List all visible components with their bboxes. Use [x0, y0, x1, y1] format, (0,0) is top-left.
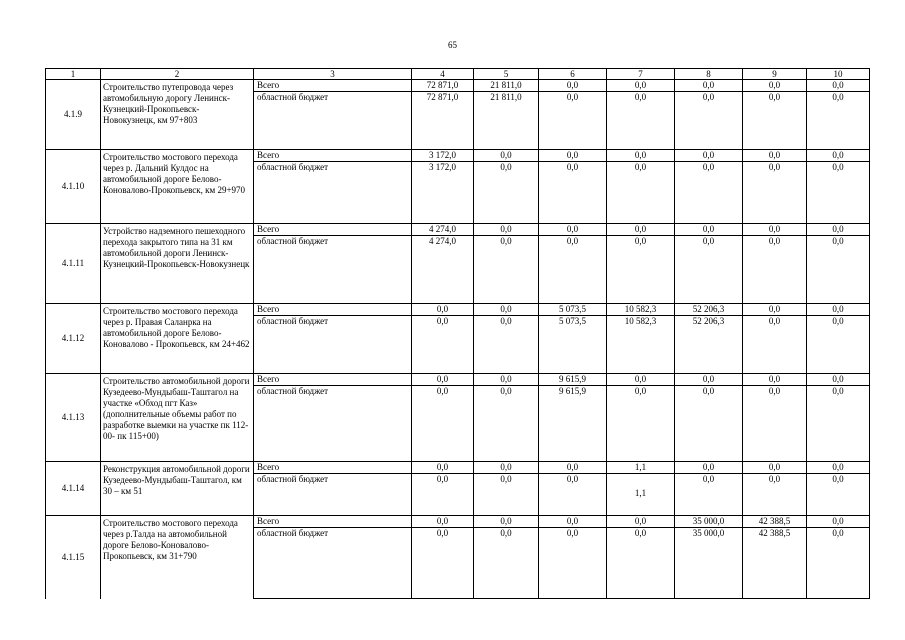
value-cell: 0,0	[675, 374, 743, 386]
value-cell: 0,0	[474, 304, 539, 316]
col-header: 7	[607, 69, 675, 80]
value-cell: 10 582,3	[607, 316, 675, 374]
value-cell: 0,0	[807, 150, 870, 162]
value-cell: 42 388,5	[743, 528, 807, 599]
value-cell: 0,0	[607, 386, 675, 462]
item-code: 4.1.10	[46, 150, 101, 224]
col-header: 6	[539, 69, 607, 80]
source-budget-label: областной бюджет	[254, 236, 412, 304]
source-budget-label: областной бюджет	[254, 528, 412, 599]
table-row	[46, 374, 870, 386]
col-header: 1	[46, 69, 101, 80]
value-cell: 0,0	[675, 386, 743, 462]
value-cell: 0,0	[743, 162, 807, 224]
value-cell: 42 388,5	[743, 516, 807, 528]
value-cell: 0,0	[607, 150, 675, 162]
value-cell: 4 274,0	[412, 236, 474, 304]
item-name: Строительство мостового перехода через р. Правая Саланрка на автомобильной дороге Белово-Коновалово - Прокопьевск, км 24+462	[101, 304, 254, 374]
source-budget-label: областной бюджет	[254, 386, 412, 462]
item-name: Реконструкция автомобильной дороги Кузедеево-Мундыбаш-Таштагол, км 30 – км 51	[101, 462, 254, 516]
value-cell: 0,0	[474, 316, 539, 374]
value-cell: 0,0	[539, 516, 607, 528]
value-cell: 0,0	[539, 474, 607, 516]
page-number: 65	[448, 40, 457, 50]
value-cell: 0,0	[474, 516, 539, 528]
value-cell: 0,0	[607, 374, 675, 386]
item-code: 4.1.15	[46, 516, 101, 599]
value-cell: 0,0	[743, 150, 807, 162]
value-cell: 0,0	[474, 386, 539, 462]
source-total-label: Всего	[254, 224, 412, 236]
value-cell: 0,0	[412, 316, 474, 374]
value-cell: 0,0	[807, 386, 870, 462]
value-cell: 0,0	[807, 80, 870, 92]
value-cell: 0,0	[412, 528, 474, 599]
value-cell: 72 871,0	[412, 80, 474, 92]
value-cell: 0,0	[675, 162, 743, 224]
item-name: Строительство автомобильной дороги Кузедеево-Мундыбаш-Таштагол на участке «Обход пгт Каз» (дополнительные объемы работ по разработке выемки на участке пк 112-00- пк 115+00)	[101, 374, 254, 462]
value-cell: 21 811,0	[474, 92, 539, 150]
value-cell: 0,0	[607, 528, 675, 599]
source-total-label: Всего	[254, 304, 412, 316]
item-code: 4.1.9	[46, 80, 101, 150]
value-cell: 21 811,0	[474, 80, 539, 92]
table-row	[46, 80, 870, 92]
value-cell: 0,0	[474, 236, 539, 304]
value-cell: 5 073,5	[539, 304, 607, 316]
table-row	[46, 304, 870, 316]
value-cell: 0,0	[743, 374, 807, 386]
value-cell: 1,1	[607, 462, 675, 474]
value-cell: 0,0	[675, 236, 743, 304]
value-cell: 0,0	[743, 474, 807, 516]
source-budget-label: областной бюджет	[254, 162, 412, 224]
value-cell: 0,0	[539, 162, 607, 224]
table-row	[46, 150, 870, 162]
value-cell: 9 615,9	[539, 374, 607, 386]
value-cell: 0,0	[539, 236, 607, 304]
value-cell: 0,0	[539, 528, 607, 599]
value-cell: 0,0	[474, 150, 539, 162]
col-header: 2	[101, 69, 254, 80]
value-cell: 0,0	[675, 150, 743, 162]
col-header: 8	[675, 69, 743, 80]
value-cell: 9 615,9	[539, 386, 607, 462]
item-name: Строительство путепровода через автомобильную дорогу Ленинск-Кузнецкий-Прокопьевск-Новокузнецк, км 97+803	[101, 80, 254, 150]
value-cell: 0,0	[743, 92, 807, 150]
table-row	[46, 462, 870, 474]
col-header: 10	[807, 69, 870, 80]
item-code: 4.1.14	[46, 462, 101, 516]
source-total-label: Всего	[254, 150, 412, 162]
value-cell: 0,0	[474, 474, 539, 516]
value-cell: 0,0	[412, 304, 474, 316]
value-cell: 4 274,0	[412, 224, 474, 236]
value-cell: 0,0	[607, 162, 675, 224]
value-cell: 0,0	[675, 224, 743, 236]
value-cell: 0,0	[607, 224, 675, 236]
value-cell: 0,0	[474, 374, 539, 386]
value-cell: 0,0	[607, 80, 675, 92]
value-cell: 0,0	[807, 516, 870, 528]
value-cell: 0,0	[743, 236, 807, 304]
source-total-label: Всего	[254, 462, 412, 474]
value-cell: 0,0	[807, 528, 870, 599]
value-cell: 0,0	[607, 92, 675, 150]
value-cell: 0,0	[743, 386, 807, 462]
col-header: 5	[474, 69, 539, 80]
col-header: 3	[254, 69, 412, 80]
item-code: 4.1.13	[46, 374, 101, 462]
value-cell: 0,0	[807, 162, 870, 224]
item-code: 4.1.12	[46, 304, 101, 374]
item-name: Устройство надземного пешеходного перехода закрытого типа на 31 км автомобильной дороги Ленинск-Кузнецкий-Прокопьевск-Новокузнецк	[101, 224, 254, 304]
value-cell: 0,0	[675, 80, 743, 92]
value-cell: 0,0	[607, 516, 675, 528]
value-cell: 0,0	[807, 92, 870, 150]
value-cell: 0,0	[412, 374, 474, 386]
source-budget-label: областной бюджет	[254, 92, 412, 150]
value-cell: 0,0	[743, 304, 807, 316]
source-total-label: Всего	[254, 516, 412, 528]
value-cell: 0,0	[807, 474, 870, 516]
value-cell: 0,0	[539, 92, 607, 150]
source-budget-label: областной бюджет	[254, 316, 412, 374]
value-cell: 35 000,0	[675, 528, 743, 599]
budget-table	[45, 68, 870, 599]
value-cell: 0,0	[807, 374, 870, 386]
item-name: Строительство мостового перехода через р.Талда на автомобильной дороге Белово-Коновалово-Прокопьевск, км 31+790	[101, 516, 254, 599]
value-cell: 0,0	[539, 462, 607, 474]
value-cell: 0,0	[807, 462, 870, 474]
value-cell: 3 172,0	[412, 162, 474, 224]
col-header: 9	[743, 69, 807, 80]
value-cell: 0,0	[807, 316, 870, 374]
value-cell: 0,0	[474, 462, 539, 474]
value-cell: 0,0	[675, 92, 743, 150]
value-cell: 35 000,0	[675, 516, 743, 528]
value-cell: 0,0	[539, 150, 607, 162]
source-total-label: Всего	[254, 374, 412, 386]
value-cell: 0,0	[412, 474, 474, 516]
value-cell: 0,0	[807, 224, 870, 236]
table-row	[46, 224, 870, 236]
value-cell: 0,0	[474, 224, 539, 236]
value-cell: 0,0	[412, 516, 474, 528]
value-cell: 0,0	[539, 80, 607, 92]
value-cell: 1,1	[607, 474, 675, 516]
value-cell: 0,0	[412, 462, 474, 474]
value-cell: 0,0	[675, 462, 743, 474]
source-total-label: Всего	[254, 80, 412, 92]
value-cell: 0,0	[539, 224, 607, 236]
value-cell: 0,0	[474, 162, 539, 224]
value-cell: 0,0	[807, 304, 870, 316]
value-cell: 52 206,3	[675, 316, 743, 374]
value-cell: 0,0	[743, 316, 807, 374]
value-cell: 0,0	[607, 236, 675, 304]
value-cell: 0,0	[474, 528, 539, 599]
item-name: Строительство мостового перехода через р. Дальний Кулдос на автомобильной дороге Белово-Коновалово-Прокопьевск, км 29+970	[101, 150, 254, 224]
value-cell: 0,0	[807, 236, 870, 304]
value-cell: 0,0	[675, 474, 743, 516]
value-cell: 5 073,5	[539, 316, 607, 374]
value-cell: 0,0	[743, 462, 807, 474]
value-cell: 52 206,3	[675, 304, 743, 316]
header-row	[46, 69, 870, 80]
value-cell: 3 172,0	[412, 150, 474, 162]
item-code: 4.1.11	[46, 224, 101, 304]
source-budget-label: областной бюджет	[254, 474, 412, 516]
value-cell: 0,0	[743, 224, 807, 236]
value-cell: 72 871,0	[412, 92, 474, 150]
col-header: 4	[412, 69, 474, 80]
table-row	[46, 516, 870, 528]
value-cell: 0,0	[743, 80, 807, 92]
value-cell: 0,0	[412, 386, 474, 462]
value-cell: 10 582,3	[607, 304, 675, 316]
